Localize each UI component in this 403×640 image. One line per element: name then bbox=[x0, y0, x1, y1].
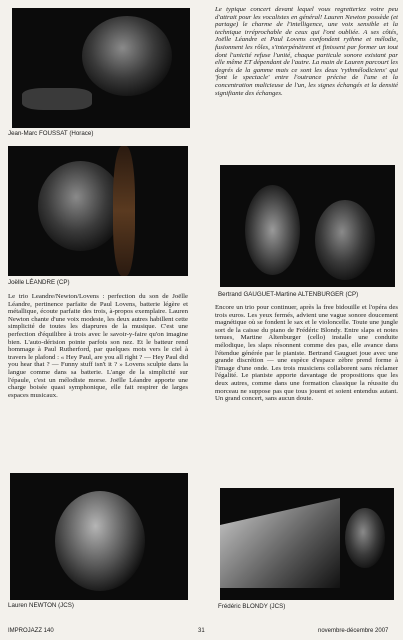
text-trio-leandre: Le trio Leandre/Newton/Lovens : perfection du son de Joëlle Léandre, pertinence parfaite de Paul Lovens, batterie légère et métallique, écoute parfaite des trois, à-propos exemplaire. Lauren Newton chante d'une voix modeste, les deux autres habillent cette simplicité de toutes les diaprures de la musique. C'est une perfection d'équilibre à trois avec le savoir-y-faire qu'on imagine bien. L'auto-dérision pointe parfois son nez. Et le batteur rend hommage à Paul Rutherford, par quelques mots vers le ciel à travers le plafond : « Hey Paul, are you all right ? — Hey Paul did you hear that ? — Funny stuff isn't it ? » Lovens sculpte dans la langue comme dans sa batterie. L'ange de la simplicité sur l'épaule, c'est un mélodiste morse. Joëlle Léandre apporte une charge boisée quasi symphonique, elle fait respirer de larges espaces musicaux. bbox=[8, 293, 188, 399]
text-second-trio: Encore un trio pour continuer, après la free bidouille et l'opéra des trois euros. Les yeux fermés, advient une vague sonore doucement magnétique où se fondent le sax et le violoncelle. Toute une jungle sort de la caisse du piano de Frédéric Blondy. Entre slaps et notes tenues, Martine Altenburger (cello) installe une conduite mélodique, les slaps résonnent comme des pas, elle avance dans l'étendue générée par le pianiste. Bertrand Gauguet joue avec une grande discrétion — une espèce d'espace zèbre prend forme à l'image d'une onde. Les trois musiciens collaborent sans réclamer l'égalité. Le pianiste apporte davantage de propositions que les deux autres, comme dans une formation classique la réussite du morceau ne suppose pas que tous jouent et soient entendus autant. Un grand concert, sans aucun doute. bbox=[215, 304, 398, 403]
footer-date: novembre-décembre 2007 bbox=[318, 628, 389, 634]
caption-leandre: Joëlle LÉANDRE (CP) bbox=[8, 279, 70, 286]
caption-foussat: Jean-Marc FOUSSAT (Horace) bbox=[8, 130, 94, 137]
photo-foussat bbox=[12, 8, 190, 128]
double-bass-shape bbox=[113, 146, 135, 276]
piano-lid-shape bbox=[220, 498, 340, 588]
footer-page-number: 31 bbox=[198, 628, 205, 634]
photo-gauguet-altenburger bbox=[220, 165, 395, 287]
footer-magazine: IMPROJAZZ 140 bbox=[8, 628, 54, 634]
photo-blondy bbox=[220, 488, 394, 600]
caption-gauguet-altenburger: Bertrand GAUGUET-Martine ALTENBURGER (CP) bbox=[218, 291, 359, 298]
text-intro: Le typique concert devant lequel vous regretteriez votre peu d'attrait pour les vocalistes en général! Lauren Newton possède (et partage) le charme de l'intelligence, une voix sensible et la technique irréprochable de ceux qui l'ont oubliée. A ses côtés, Joëlle Léandre et Paul Lovens confondent rythme et mélodie, fusionnent les rôles, s'interpénètrent et finissent par former un tout dont l'unicité refuse l'unité, chaque particule sonore existant par elle même ET dépendant de l'autre. La main de Lauren parcourt les degrés de la gamme mais ce sont les deux 'rythmélodiciens' qui 'font le spectacle' entre l'outrance précise de l'une et la concentration malicieuse de l'un, les signes échangés et la densité signifiante des échanges. bbox=[215, 6, 398, 97]
caption-newton: Lauren NEWTON (JCS) bbox=[8, 602, 74, 609]
photo-newton bbox=[10, 473, 188, 600]
photo-leandre bbox=[8, 146, 188, 276]
caption-blondy: Frédéric BLONDY (JCS) bbox=[218, 603, 286, 610]
